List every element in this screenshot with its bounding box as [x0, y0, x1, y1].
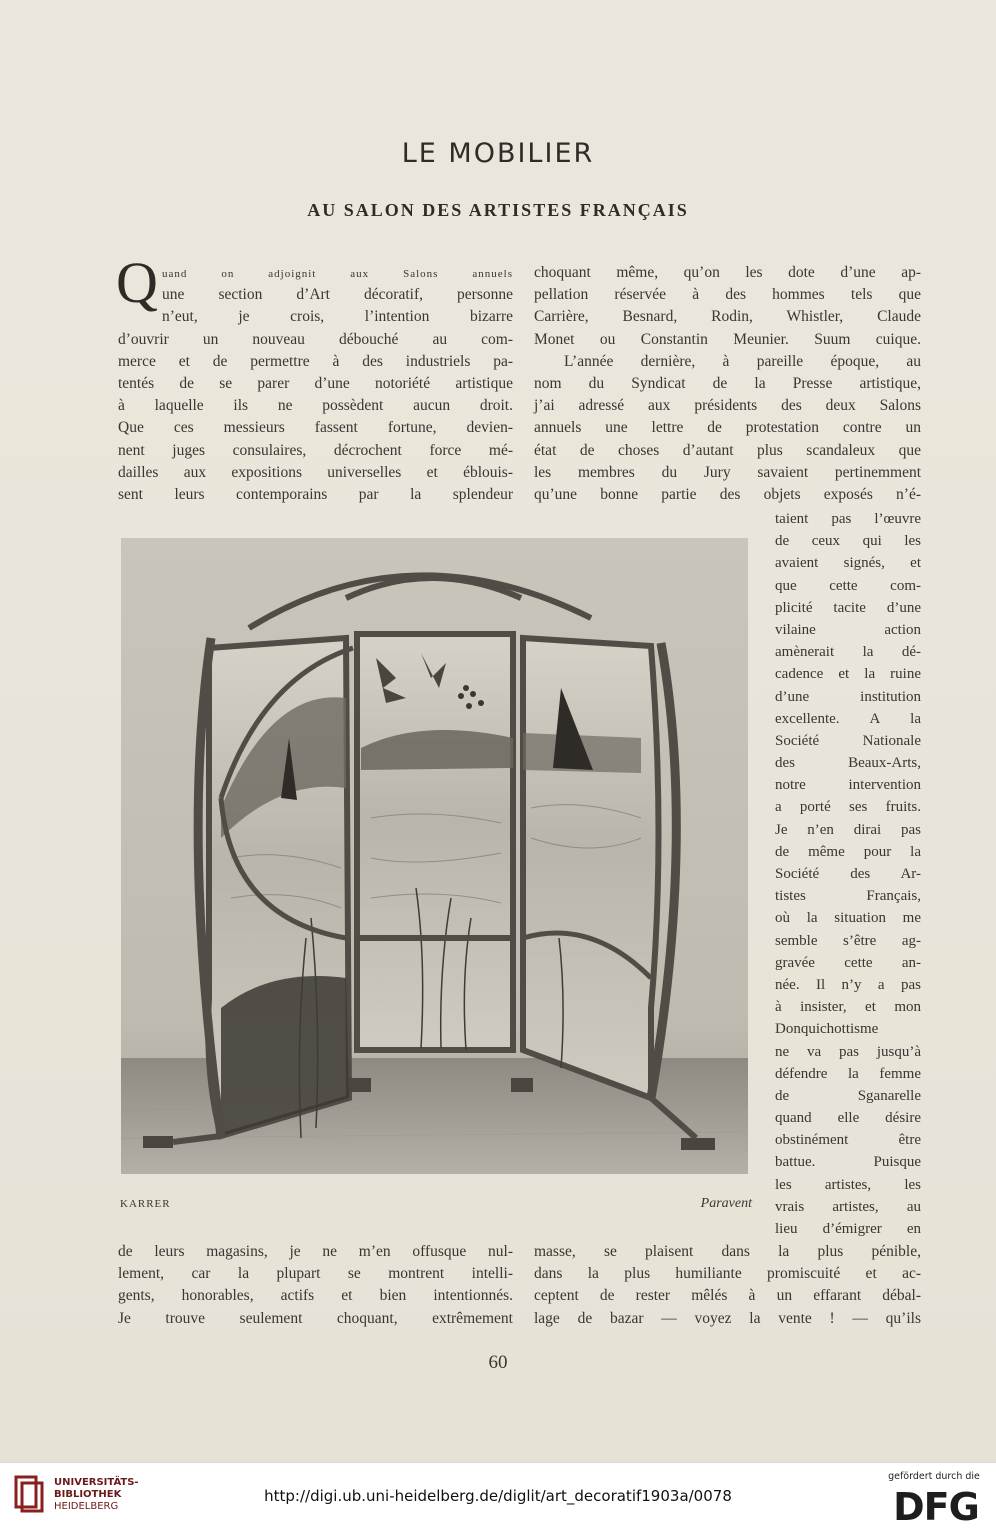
- text-line: annuels une lettre de protestation contre un: [534, 419, 921, 437]
- text-line: lement, car la plupart se montrent intelli-: [118, 1265, 513, 1283]
- text-line: dailles aux expositions universelles et éblouis-: [118, 463, 513, 481]
- text-line: des Beaux-Arts,: [775, 755, 921, 772]
- text-line: qu’une bonne partie des objets exposés n’é-: [534, 485, 921, 503]
- text-line: de même pour la: [775, 843, 921, 860]
- text-line: ceptent de rester mêlés à un effarant débal-: [534, 1287, 921, 1305]
- text-line: Carrière, Besnard, Rodin, Whistler, Claude: [534, 308, 921, 326]
- library-name-line: UNIVERSITÄTS-: [54, 1477, 139, 1488]
- text-line: Donquichottisme: [775, 1021, 879, 1038]
- text-line: à laquelle ils ne possèdent aucun droit.: [118, 397, 513, 415]
- text-line: de Sganarelle: [775, 1087, 921, 1104]
- drop-cap: Q: [116, 250, 158, 315]
- library-name-line: HEIDELBERG: [54, 1501, 119, 1512]
- screen-photograph: [121, 538, 748, 1174]
- text-line: lage de bazar — voyez la vente ! — qu’ils: [534, 1309, 921, 1327]
- text-line: ne va pas jusqu’à: [775, 1043, 921, 1060]
- text-line: notre intervention: [775, 777, 921, 794]
- text-line: de ceux qui les: [775, 533, 921, 550]
- text-line: née. Il n’y a pas: [775, 976, 921, 993]
- text-line: cadence et la ruine: [775, 666, 921, 683]
- text-line: merce et de permettre à des industriels pa-: [118, 352, 513, 370]
- text-line: une section d’Art décoratif, personne: [162, 286, 513, 304]
- page-number: 60: [488, 1352, 508, 1373]
- text-line: gravée cette an-: [775, 954, 921, 971]
- page-title: LE MOBILIER: [401, 138, 595, 169]
- text-line: L’année dernière, à pareille époque, au: [564, 352, 921, 370]
- text-line: uand on adjoignit aux Salons annuels: [162, 268, 513, 280]
- text-line: avaient signés, et: [775, 555, 921, 572]
- column-1-bottom: [118, 1241, 513, 1330]
- text-line: a porté ses fruits.: [775, 799, 921, 816]
- folding-screen-illustration: [121, 538, 748, 1174]
- text-line: masse, se plaisent dans la plus pénible,: [534, 1243, 921, 1260]
- text-line: pellation réservée à des hommes tels que: [534, 286, 921, 304]
- text-line: battue. Puisque: [775, 1154, 921, 1171]
- text-line: n’eut, je crois, l’intention bizarre: [162, 308, 513, 326]
- text-line: vrais artistes, au: [775, 1198, 921, 1215]
- column-1-top: [118, 262, 513, 506]
- text-line: Je trouve seulement choquant, extrêmement: [118, 1309, 513, 1327]
- text-line: taient pas l’œuvre: [775, 511, 921, 527]
- text-line: d’ouvrir un nouveau débouché au com-: [118, 330, 513, 348]
- text-line: à insister, et mon: [775, 999, 921, 1016]
- text-line: tentés de se parer d’une notoriété artistique: [118, 374, 513, 392]
- text-line: semble s’être ag-: [775, 932, 921, 949]
- text-line: défendre la femme: [775, 1065, 921, 1082]
- text-line: gents, honorables, actifs et bien intentionnés.: [118, 1287, 513, 1305]
- page-subtitle: AU SALON DES ARTISTES FRANÇAIS: [307, 200, 689, 220]
- text-line: Société des Ar-: [775, 866, 921, 882]
- text-line: nent juges consulaires, décrochent force mé-: [118, 441, 513, 459]
- text-line: plicité tacite d’une: [775, 599, 921, 616]
- text-line: j’ai adressé aux présidents des deux Salons: [534, 397, 921, 415]
- digitization-footer: [0, 1462, 996, 1533]
- text-line: les artistes, les: [775, 1176, 921, 1193]
- text-line: Société Nationale: [775, 732, 921, 749]
- figure-caption-author: KARRER: [120, 1198, 171, 1210]
- text-line: Monet ou Constantin Meunier. Suum cuique.: [534, 330, 921, 348]
- text-line: que cette com-: [775, 577, 921, 594]
- permalink-url[interactable]: http://digi.ub.uni-heidelberg.de/diglit/art_decoratif1903a/0078: [264, 1487, 732, 1505]
- text-line: Que ces messieurs fassent fortune, devien-: [118, 419, 513, 437]
- text-line: état de choses d’autant plus scandaleux que: [534, 441, 921, 459]
- text-line: dans la plus humiliante promiscuité et ac-: [534, 1265, 921, 1283]
- text-line: tistes Français,: [775, 888, 921, 905]
- figure-caption-title: Paravent: [700, 1196, 752, 1211]
- text-line: les membres du Jury savaient pertinemment: [534, 463, 921, 481]
- column-2-narrow: [775, 508, 921, 1240]
- text-line: amènerait la dé-: [775, 644, 921, 661]
- text-line: où la situation me: [775, 910, 921, 927]
- dfg-logo: DFG: [893, 1485, 979, 1529]
- text-line: de leurs magasins, je ne m’en offusque nul-: [118, 1243, 513, 1260]
- text-line: Je n’en dirai pas: [775, 821, 921, 838]
- text-line: obstinément être: [775, 1132, 921, 1149]
- text-line: sent leurs contemporains par la splendeur: [118, 485, 513, 503]
- text-line: lieu d’émigrer en: [775, 1221, 921, 1237]
- library-name-line: BIBLIOTHEK: [54, 1489, 122, 1500]
- text-line: quand elle désire: [775, 1110, 921, 1127]
- text-line: choquant même, qu’on les dote d’une ap-: [534, 264, 921, 281]
- text-line: d’une institution: [775, 688, 921, 705]
- text-line: excellente. A la: [775, 710, 921, 727]
- text-line: nom du Syndicat de la Presse artistique,: [534, 374, 921, 392]
- column-2-bottom: [534, 1241, 921, 1330]
- column-2-top: [534, 262, 921, 506]
- funding-label: gefördert durch die: [888, 1471, 980, 1482]
- text-line: vilaine action: [775, 621, 921, 638]
